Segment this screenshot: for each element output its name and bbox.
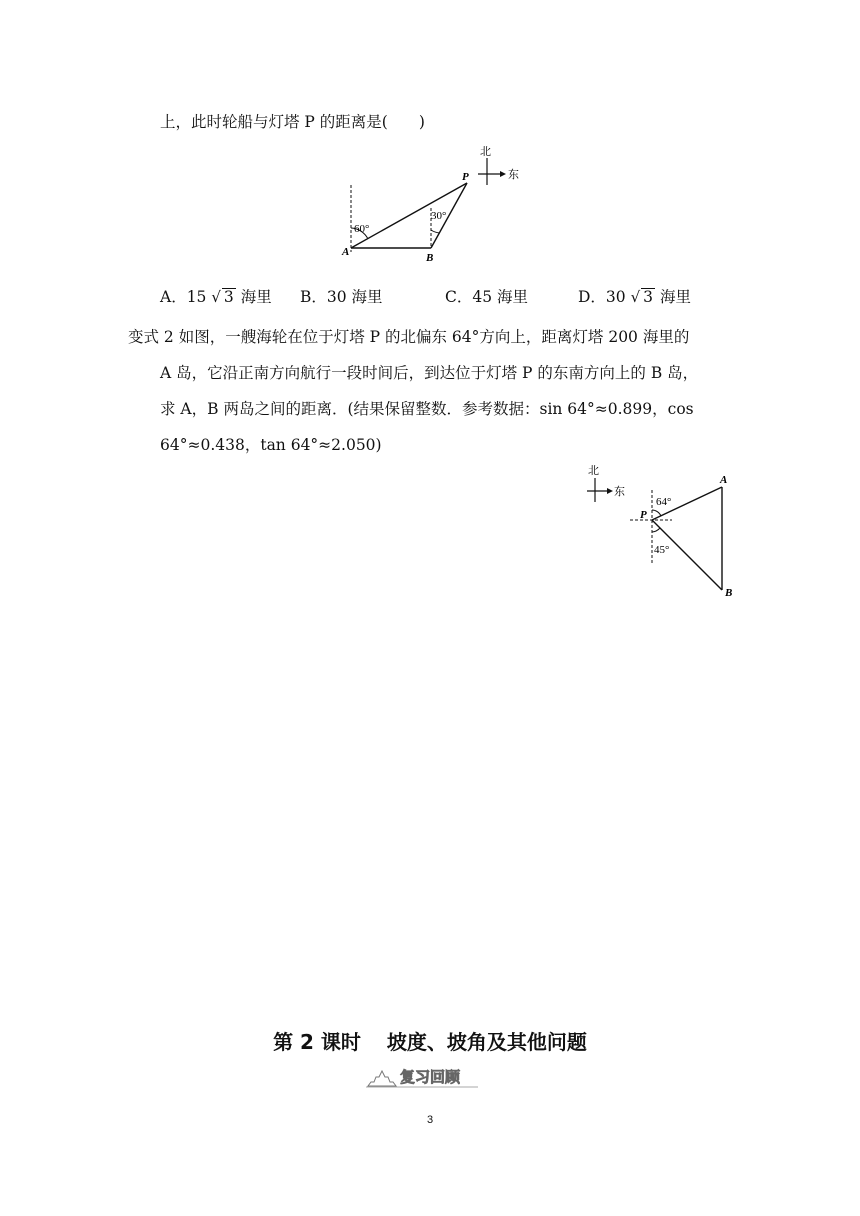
point-b-label: B [426, 252, 434, 264]
variant-line-4: 64°≈0.438，tan 64°≈2.050) [160, 436, 382, 454]
point-b-label: B [725, 587, 733, 599]
figure-lighthouse-2 [580, 460, 740, 602]
point-p-label: P [462, 171, 469, 183]
question-line: 上，此时轮船与灯塔 P 的距离是( ) [160, 113, 425, 131]
east-label: 东 [508, 169, 519, 181]
radicand-d: 3 [643, 288, 654, 306]
lesson-topic: 坡度、坡角及其他问题 [386, 1030, 587, 1054]
option-d: D．30 √ 3 海里 [578, 288, 691, 306]
lesson-number: 第 2 课时 [273, 1030, 361, 1054]
review-badge [366, 1066, 478, 1088]
variant-line-3: 求 A，B 两岛之间的距离．(结果保留整数．参考数据：sin 64°≈0.899，cos [160, 400, 694, 418]
point-a-label: A [342, 246, 350, 258]
option-b: B．30 海里 [300, 288, 383, 306]
north-label: 北 [480, 146, 491, 158]
option-a: A．15 √ 3 海里 [160, 288, 272, 306]
figure-lighthouse-1 [330, 140, 530, 265]
angle-60-label: 60° [354, 223, 370, 235]
radicand-a: 3 [223, 288, 234, 306]
option-c: C．45 海里 [445, 288, 529, 306]
pagoda-icon [366, 1066, 478, 1088]
section-title [0, 1026, 860, 1055]
east-label: 东 [614, 486, 625, 498]
variant-line-2: A 岛，它沿正南方向航行一段时间后，到达位于灯塔 P 的东南方向上的 B 岛， [160, 364, 699, 382]
north-label: 北 [588, 465, 599, 477]
angle-45-label: 45° [654, 544, 670, 556]
angle-30-label: 30° [431, 210, 447, 222]
badge-label: 复习回顾 [400, 1070, 461, 1086]
point-a-label: A [720, 474, 728, 486]
compass-icon [478, 145, 519, 185]
point-p-label: P [640, 509, 647, 521]
angle-64-label: 64° [656, 496, 672, 508]
page-number: 3 [426, 1114, 434, 1126]
compass-icon [587, 464, 625, 502]
variant-line-1: 变式 2 如图，一艘海轮在位于灯塔 P 的北偏东 64°方向上，距离灯塔 200 海里的 [128, 328, 690, 346]
